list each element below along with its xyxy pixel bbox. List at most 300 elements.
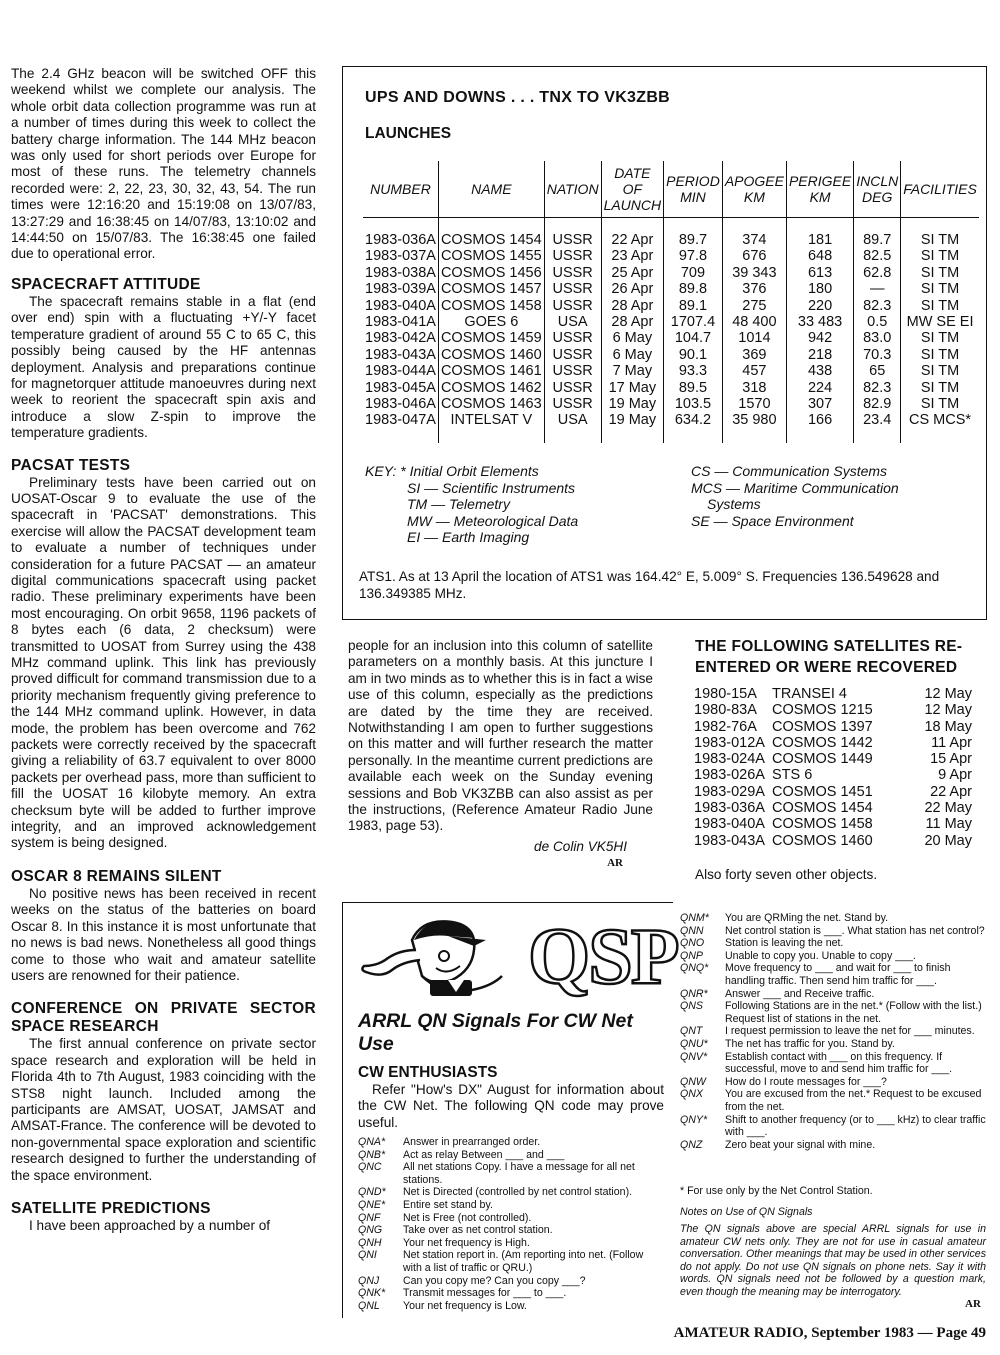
launch-cell: 369 bbox=[722, 347, 786, 363]
qn-code: QNG bbox=[358, 1224, 383, 1237]
launch-cell: SI TM bbox=[920, 281, 960, 298]
launch-cell: 1570 bbox=[722, 396, 786, 412]
launch-col-header: PERIGEE KM bbox=[786, 161, 853, 218]
launch-cell: COSMOS 1460 bbox=[438, 347, 544, 363]
table-row bbox=[694, 833, 972, 849]
launch-cell: CS MCS* bbox=[909, 412, 972, 429]
reentered-cell: 1983-043A bbox=[694, 832, 765, 849]
spacer-cell bbox=[438, 218, 544, 233]
heading-pacsat-tests: PACSAT TESTS bbox=[11, 456, 131, 474]
list-item bbox=[680, 925, 986, 938]
list-item bbox=[358, 1275, 664, 1288]
list-item bbox=[358, 1149, 664, 1162]
qsp-ar-mark: AR bbox=[965, 1298, 981, 1310]
launch-col-header: FACILITIES bbox=[901, 161, 979, 218]
reentered-table bbox=[694, 686, 972, 849]
launch-cell: USSR bbox=[544, 232, 601, 248]
cartoon-operator-icon bbox=[352, 910, 522, 1010]
ats1-note: ATS1. As at 13 April the location of ATS1 was 164.42° E, 5.009° S. Frequencies 136.549628 and 136.349385 MHz. bbox=[359, 569, 940, 601]
launch-cell: 1983-039A bbox=[363, 281, 438, 297]
qn-footnote: * For use only by the Net Control Station. bbox=[680, 1185, 873, 1197]
key-left bbox=[365, 463, 685, 546]
reentered-cell: COSMOS 1215 bbox=[772, 702, 873, 719]
reentered-cell: STS 6 bbox=[772, 767, 813, 784]
spacer-cell bbox=[363, 218, 438, 233]
launch-cell: 82.3 bbox=[854, 298, 901, 314]
spacer-cell bbox=[664, 218, 723, 233]
launch-cell: 1983-042A bbox=[363, 330, 438, 346]
reentered-cell: COSMOS 1451 bbox=[772, 783, 873, 800]
reentered-cell: 18 May bbox=[924, 718, 972, 735]
reentered-cell: 22 Apr bbox=[930, 783, 972, 800]
launch-cell: 1983-044A bbox=[363, 363, 438, 379]
qn-meaning: Act as relay Between ___ and ___ bbox=[403, 1148, 565, 1161]
launch-cell: 93.3 bbox=[664, 363, 723, 379]
launch-cell: 89.5 bbox=[664, 380, 723, 396]
qn-meaning: All net stations Copy. I have a message for all net stations. bbox=[403, 1161, 635, 1186]
launch-cell: 17 May bbox=[601, 380, 664, 396]
launch-cell: 23.4 bbox=[854, 412, 901, 428]
list-item bbox=[358, 1249, 664, 1274]
launch-cell: 82.3 bbox=[854, 380, 901, 396]
reentered-cell: 12 May bbox=[924, 686, 972, 702]
reentered-cell: 9 Apr bbox=[938, 767, 972, 784]
qn-code: QNK* bbox=[358, 1287, 386, 1300]
qn-meaning: How do I route messages for ___? bbox=[725, 1075, 887, 1088]
qn-code: QNF bbox=[358, 1211, 381, 1224]
qn-meaning: Your net frequency is High. bbox=[403, 1236, 530, 1249]
left-column bbox=[11, 66, 316, 1234]
qn-notes-text: The QN signals above are special ARRL signals for use in amateur CW nets only. They are not for use in casual amateur conversation. Other meanings that may be used in other services do not apply. Do not use QN signals on phone nets. Say it with words. QN signals need not be followed by a question mark, even though the meaning may be interrogatory. bbox=[680, 1223, 986, 1298]
conference-text: The first annual conference on private sector space research and exploration will be held in Florida 4th to 7th August, 1983 coinciding with the STS8 night launch. Included among the participants are AMSAT, UOSAT, JAMSAT and AMSAT-France. The conference will be devoted to non-governmental space exploration and scientific research designed to further the understanding of the space environment. bbox=[11, 1036, 316, 1183]
intro-paragraph: The 2.4 GHz beacon will be switched OFF this weekend whilst we complete our analysis. The whole orbit data collection programme was run at a number of times during this week to collect the battery charge information. The 144 MHz beacon was only used for short periods over Europe for most of these runs. The telemetry channels recorded were: 2, 22, 23, 30, 32, 43, 54. The run times were 12:16:20 and 15:19:08 on 13/07/83, 13:27:29 and 16:38:45 on 14/07/83, 13:10:02 and 14:44:50 on 15/07/83. The 16:38:45 one failed due to operational error. bbox=[11, 66, 316, 262]
launch-cell: 1983-047A bbox=[363, 412, 438, 428]
spacer-cell bbox=[601, 429, 664, 443]
qn-meaning: I request permission to leave the net for ___ minutes. bbox=[725, 1025, 975, 1038]
reentered-cell: COSMOS 1397 bbox=[772, 718, 873, 735]
predictions-continued-text: people for an inclusion into this column of satellite parameters on a monthly basis. At this juncture I am in two minds as to whether this is in fact a wise use of this column, especially as the predictions are dated by the time they are received. Notwithstanding I am open to further suggestions on this matter and will further research the matter personally. In the meantime current predictions are available each week on the Sunday evening sessions and Bob VK3ZBB can also assist as per the instructions, (Reference Amateur Radio June 1983, page 53). bbox=[348, 638, 654, 834]
qn-meaning: Station is leaving the net. bbox=[725, 937, 844, 950]
qn-code: QNW bbox=[680, 1075, 706, 1088]
list-item bbox=[358, 1237, 664, 1250]
list-item bbox=[680, 1088, 986, 1113]
launch-cell: 89.1 bbox=[664, 298, 723, 314]
qn-notes-title: Notes on Use of QN Signals bbox=[680, 1206, 813, 1218]
key-line: SE — Space Environment bbox=[691, 512, 854, 529]
key-right bbox=[691, 463, 981, 529]
launch-cell: COSMOS 1463 bbox=[438, 396, 544, 412]
qn-meaning: Net is Directed (controlled by net control station). bbox=[403, 1186, 633, 1199]
list-item bbox=[680, 1051, 986, 1076]
qn-meaning: Zero beat your signal with mine. bbox=[725, 1138, 876, 1151]
heading-spacecraft-attitude: SPACECRAFT ATTITUDE bbox=[11, 275, 201, 293]
qn-code: QNV* bbox=[680, 1050, 708, 1063]
launch-cell: 39 343 bbox=[722, 265, 786, 281]
launch-cell: USSR bbox=[544, 248, 601, 264]
list-item bbox=[358, 1212, 664, 1225]
qn-code: QNU* bbox=[680, 1037, 708, 1050]
qn-code: QNC bbox=[358, 1161, 382, 1174]
reentered-cell: 1982-76A bbox=[694, 718, 757, 735]
qn-meaning: Following Stations are in the net.* (Follow with the list.) Request list of stations in the net. bbox=[725, 1000, 982, 1025]
qn-code: QNR* bbox=[680, 987, 708, 1000]
launch-cell: 19 May bbox=[601, 396, 664, 412]
launch-cell: USSR bbox=[544, 380, 601, 396]
launch-cell: USSR bbox=[544, 396, 601, 412]
spacer-cell bbox=[901, 429, 979, 443]
table-spacer bbox=[363, 218, 979, 233]
table-row bbox=[694, 784, 972, 800]
launch-cell: 1983-036A bbox=[363, 232, 438, 248]
launch-col-header: DATE OF LAUNCH bbox=[601, 161, 664, 218]
launch-cell: 648 bbox=[786, 248, 853, 264]
reentered-cell: 22 May bbox=[924, 800, 972, 817]
launch-cell: 22 Apr bbox=[601, 232, 664, 248]
table-row bbox=[363, 248, 979, 264]
launch-cell: 1983-037A bbox=[363, 248, 438, 264]
table-row bbox=[694, 719, 972, 735]
table-row bbox=[363, 265, 979, 281]
list-item bbox=[680, 1076, 986, 1089]
launch-cell: USSR bbox=[544, 281, 601, 297]
reentered-cell: COSMOS 1460 bbox=[772, 832, 873, 849]
list-item bbox=[680, 962, 986, 987]
qn-meaning: Answer in prearranged order. bbox=[403, 1136, 541, 1148]
launch-col-header: PERIOD MIN bbox=[664, 161, 723, 218]
key-line: TM — Telemetry bbox=[407, 496, 510, 513]
launch-cell: 613 bbox=[786, 265, 853, 281]
launch-cell: 65 bbox=[854, 363, 901, 379]
list-item bbox=[358, 1199, 664, 1212]
qn-code: QND* bbox=[358, 1186, 386, 1199]
list-item bbox=[358, 1224, 664, 1237]
launch-cell: 82.5 bbox=[854, 248, 901, 264]
qn-meaning: Entire set stand by. bbox=[403, 1198, 493, 1211]
list-item bbox=[680, 988, 986, 1001]
list-item bbox=[680, 950, 986, 963]
launch-cell: USSR bbox=[544, 298, 601, 314]
launch-cell: 89.7 bbox=[854, 232, 901, 248]
launch-cell: 62.8 bbox=[854, 265, 901, 281]
launch-cell: 1983-045A bbox=[363, 380, 438, 396]
reentered-cell: 15 Apr bbox=[930, 751, 972, 768]
qn-meaning: Move frequency to ___ and wait for ___ to finish handling traffic. Then send him traffic for ___. bbox=[725, 962, 951, 987]
qn-code: QNA* bbox=[358, 1136, 386, 1148]
launch-cell: 28 Apr bbox=[601, 314, 664, 330]
table-row bbox=[694, 735, 972, 751]
reentered-cell: 1983-026A bbox=[694, 767, 765, 784]
launch-cell: 82.9 bbox=[854, 396, 901, 412]
qn-code: QNT bbox=[680, 1025, 703, 1038]
spacecraft-attitude-text: The spacecraft remains stable in a flat (end over end) spin with a fluctuating +Y/-Y facet temperature gradient of around 55 C to 65 C, this possibly being caused by the HF antennas deployment. Analysis and preparations continue for magnetorquer attitude manoeuvres during next week to reorient the spacecraft spin axis and introduce a slow Z-spin to improve the temperature gradients. bbox=[11, 293, 316, 441]
qn-code: QNM* bbox=[680, 912, 709, 924]
list-item bbox=[680, 1025, 986, 1038]
spacer-cell bbox=[363, 429, 438, 443]
launch-cell: USSR bbox=[544, 347, 601, 363]
launch-cell: USA bbox=[544, 314, 601, 330]
list-item bbox=[680, 1114, 986, 1139]
launch-cell: COSMOS 1461 bbox=[438, 363, 544, 379]
launch-cell: 709 bbox=[664, 265, 723, 281]
qn-meaning: Answer ___ and Receive traffic. bbox=[725, 987, 875, 1000]
launches-table bbox=[363, 161, 979, 443]
table-row bbox=[694, 816, 972, 832]
launch-cell: 103.5 bbox=[664, 396, 723, 412]
reentered-footer: Also forty seven other objects. bbox=[695, 867, 878, 882]
satellite-predictions-text: I have been approached by a number of bbox=[29, 1217, 271, 1233]
qn-code: QNL bbox=[358, 1299, 380, 1312]
reentered-cell: COSMOS 1449 bbox=[772, 751, 873, 768]
table-row bbox=[363, 314, 979, 330]
launch-cell: 6 May bbox=[601, 347, 664, 363]
qn-code: QNJ bbox=[358, 1274, 380, 1287]
launch-cell: 7 May bbox=[601, 363, 664, 379]
launch-cell: 218 bbox=[786, 347, 853, 363]
launch-cell: 1983-043A bbox=[363, 347, 438, 363]
launch-cell: COSMOS 1454 bbox=[438, 232, 544, 248]
key-line: KEY: * Initial Orbit Elements bbox=[365, 463, 539, 479]
launch-cell: 1983-046A bbox=[363, 396, 438, 412]
table-spacer bbox=[363, 429, 979, 443]
qn-code: QNX bbox=[680, 1088, 703, 1101]
list-item bbox=[358, 1161, 664, 1186]
table-row bbox=[363, 281, 979, 297]
qn-meaning: You are QRMing the net. Stand by. bbox=[725, 912, 889, 924]
table-row bbox=[363, 232, 979, 248]
launch-cell: 23 Apr bbox=[601, 248, 664, 264]
launch-cell: 438 bbox=[786, 363, 853, 379]
qn-code: QNH bbox=[358, 1236, 382, 1249]
launches-box bbox=[342, 66, 987, 620]
spacer-cell bbox=[901, 218, 979, 233]
launch-cell: SI TM bbox=[920, 264, 960, 281]
launch-cell: 220 bbox=[786, 298, 853, 314]
launch-cell: COSMOS 1456 bbox=[438, 265, 544, 281]
qn-code: QNB* bbox=[358, 1148, 386, 1161]
qn-codes-left bbox=[358, 1136, 664, 1312]
list-item bbox=[358, 1300, 664, 1313]
launch-cell: COSMOS 1458 bbox=[438, 298, 544, 314]
spacer-cell bbox=[786, 218, 853, 233]
launch-cell: GOES 6 bbox=[438, 314, 544, 330]
launch-cell: 181 bbox=[786, 232, 853, 248]
launch-cell: SI TM bbox=[920, 232, 960, 248]
launch-cell: 224 bbox=[786, 380, 853, 396]
key-line: SI — Scientific Instruments bbox=[407, 479, 576, 496]
launch-cell: 97.8 bbox=[664, 248, 723, 264]
launch-cell: COSMOS 1457 bbox=[438, 281, 544, 297]
launch-cell: 676 bbox=[722, 248, 786, 264]
predictions-continued bbox=[348, 638, 653, 872]
key-line: MCS — Maritime Communication bbox=[691, 479, 899, 496]
reentered-cell: COSMOS 1442 bbox=[772, 734, 873, 751]
table-row bbox=[363, 330, 979, 346]
launch-cell: USSR bbox=[544, 265, 601, 281]
reentered-cell: 1983-040A bbox=[694, 816, 765, 833]
launch-cell: 374 bbox=[722, 232, 786, 248]
reentered-cell: 1980-83A bbox=[694, 702, 757, 719]
launch-cell: SI TM bbox=[920, 297, 960, 314]
heading-conference: CONFERENCE ON PRIVATE SECTOR SPACE RESEARCH bbox=[11, 1000, 316, 1036]
launch-col-header: INCLN DEG bbox=[854, 161, 901, 218]
launch-cell: 25 Apr bbox=[601, 265, 664, 281]
list-item bbox=[680, 912, 986, 925]
launch-cell: 6 May bbox=[601, 330, 664, 346]
launch-cell: 166 bbox=[786, 412, 853, 428]
launch-cell: 35 980 bbox=[722, 412, 786, 428]
pacsat-tests-text: Preliminary tests have been carried out on UOSAT-Oscar 9 to evaluate the use of the spacecraft in 'PACSAT' demonstrations. This exercise will allow the PACSAT development team to evaluate a number of techniques under consideration for a future PACSAT — an amateur digital communications spacecraft using packet radio. These preliminary experiments have been most encouraging. On orbit 9658, 1196 packets of 8 bytes each (6 data, 2 checksum) were transmitted to UOSAT from Surrey using the 438 MHz command uplink. This link has previously proved difficult for command transmission due to a priority mechanism frequently giving preference to the 144 MHz command uplink. However, in data mode, the problem has been overcome and 762 packets were correctly received by the spacecraft giving a reliability of 63.7 equivalent to over 8000 packets per overhead pass, more than sufficient to fill the UOSAT 16 kilobyte memory. An extra checksum byte will be added to further improve integrity, and an improved acknowledgement system is being designed. bbox=[11, 474, 316, 851]
launch-cell: 1983-038A bbox=[363, 265, 438, 281]
table-row bbox=[363, 298, 979, 314]
launch-cell: SI TM bbox=[920, 248, 960, 265]
table-row bbox=[363, 396, 979, 412]
reentered-cell: 1983-012A bbox=[694, 734, 765, 751]
reentered-cell: 12 May bbox=[924, 702, 972, 719]
spacer-cell bbox=[438, 429, 544, 443]
launch-cell: 376 bbox=[722, 281, 786, 297]
qn-codes-right bbox=[680, 912, 986, 1151]
launch-cell: MW SE EI bbox=[906, 314, 974, 331]
launch-col-header: NAME bbox=[438, 161, 544, 218]
author-signature: de Colin VK5HI bbox=[534, 838, 627, 854]
ar-mark: AR bbox=[607, 857, 623, 870]
qn-meaning: Shift to another frequency (or to ___ kHz) to clear traffic with ___. bbox=[725, 1113, 986, 1139]
launch-col-header: NATION bbox=[544, 161, 601, 218]
qn-meaning: Net is Free (not controlled). bbox=[403, 1211, 532, 1224]
qn-meaning: Unable to copy you. Unable to copy ___. bbox=[725, 949, 916, 962]
launch-cell: 457 bbox=[722, 363, 786, 379]
spacer-cell bbox=[854, 218, 901, 233]
launch-cell: 0.5 bbox=[854, 314, 901, 330]
launch-cell: 26 Apr bbox=[601, 281, 664, 297]
reentered-cell: 11 May bbox=[925, 816, 972, 833]
table-row bbox=[694, 702, 972, 718]
qn-meaning: The net has traffic for you. Stand by. bbox=[725, 1037, 895, 1050]
spacer-cell bbox=[786, 429, 853, 443]
table-row bbox=[694, 800, 972, 816]
launch-cell: 70.3 bbox=[854, 347, 901, 363]
launch-cell: 942 bbox=[786, 330, 853, 346]
qn-meaning: Establish contact with ___ on this frequency. If successful, move to and send him traffic for ___. bbox=[725, 1050, 953, 1076]
launch-cell: 104.7 bbox=[664, 330, 723, 346]
launch-cell: INTELSAT V bbox=[438, 412, 544, 428]
qn-meaning: Transmit messages for ___ to ___. bbox=[403, 1287, 567, 1300]
spacer-cell bbox=[601, 218, 664, 233]
launch-cell: 48 400 bbox=[722, 314, 786, 330]
list-item bbox=[358, 1287, 664, 1300]
list-item bbox=[680, 937, 986, 950]
key-line: MW — Meteorological Data bbox=[407, 512, 579, 529]
list-item bbox=[680, 1139, 986, 1152]
spacer-cell bbox=[544, 429, 601, 443]
key-line: CS — Communication Systems bbox=[691, 463, 888, 479]
launch-cell: 1707.4 bbox=[664, 314, 723, 330]
heading-oscar-8: OSCAR 8 REMAINS SILENT bbox=[11, 867, 222, 885]
launches-subtitle: LAUNCHES bbox=[365, 125, 452, 142]
list-item bbox=[680, 1000, 986, 1025]
launch-cell: 180 bbox=[786, 281, 853, 297]
spacer-cell bbox=[854, 429, 901, 443]
spacer-cell bbox=[664, 429, 723, 443]
launch-cell: SI TM bbox=[920, 363, 960, 380]
table-row bbox=[694, 751, 972, 767]
key-line: EI — Earth Imaging bbox=[407, 529, 530, 546]
launch-cell: USSR bbox=[544, 330, 601, 346]
launch-cell: 275 bbox=[722, 298, 786, 314]
launch-cell: SI TM bbox=[920, 346, 960, 363]
launch-cell: 33 483 bbox=[786, 314, 853, 330]
reentered-cell: TRANSEI 4 bbox=[772, 686, 847, 702]
qsp-intro: Refer "How's DX" August for information about the CW Net. The following QN code may prove useful. bbox=[358, 1082, 664, 1130]
table-row bbox=[363, 347, 979, 363]
list-item bbox=[680, 1038, 986, 1051]
key-line: Systems bbox=[707, 496, 761, 513]
page-footer: AMATEUR RADIO, September 1983 — Page 49 bbox=[673, 1325, 986, 1341]
launch-cell: 634.2 bbox=[664, 412, 723, 428]
table-row bbox=[363, 412, 979, 428]
spacer-cell bbox=[722, 218, 786, 233]
table-row bbox=[694, 686, 972, 702]
spacer-cell bbox=[722, 429, 786, 443]
launch-cell: 89.7 bbox=[664, 232, 723, 248]
table-row bbox=[694, 767, 972, 783]
reentered-cell: 1980-15A bbox=[694, 686, 757, 702]
qn-meaning: You are excused from the net.* Request to be excused from the net. bbox=[725, 1088, 982, 1113]
qn-meaning: Net station report in. (Am reporting into net. (Follow with a list of traffic or QRU.) bbox=[403, 1249, 644, 1274]
ups-title: UPS AND DOWNS . . . TNX TO VK3ZBB bbox=[365, 89, 671, 106]
launch-cell: 318 bbox=[722, 380, 786, 396]
oscar-8-text: No positive news has been received in recent weeks on the status of the batteries on board Oscar 8. In this instance it is most unfortunate that no news is bad news. Nonetheless all good things come to those who wait and amateur satellite users are renowned for their patience. bbox=[11, 885, 316, 983]
table-row bbox=[363, 380, 979, 396]
qn-meaning: Can you copy me? Can you copy ___? bbox=[403, 1274, 586, 1287]
launch-cell: 83.0 bbox=[854, 330, 901, 346]
launch-cell: 1983-040A bbox=[363, 298, 438, 314]
launch-col-header: APOGEE KM bbox=[722, 161, 786, 218]
launch-cell: 1983-041A bbox=[363, 314, 438, 330]
reentered-cell: COSMOS 1454 bbox=[772, 800, 873, 817]
heading-satellite-predictions: SATELLITE PREDICTIONS bbox=[11, 1199, 211, 1217]
qn-meaning: Your net frequency is Low. bbox=[403, 1299, 527, 1312]
qn-meaning: Take over as net control station. bbox=[403, 1224, 553, 1237]
launch-col-header: NUMBER bbox=[363, 161, 438, 218]
reentered-cell: 11 Apr bbox=[931, 734, 972, 751]
reentered-cell: 20 May bbox=[924, 832, 972, 849]
qn-code: QNY* bbox=[680, 1113, 708, 1126]
launch-cell: 28 Apr bbox=[601, 298, 664, 314]
launch-cell: COSMOS 1455 bbox=[438, 248, 544, 264]
qn-code: QNE* bbox=[358, 1198, 386, 1211]
launch-cell: 90.1 bbox=[664, 347, 723, 363]
list-item bbox=[358, 1186, 664, 1199]
launch-cell: COSMOS 1462 bbox=[438, 380, 544, 396]
launch-cell: 307 bbox=[786, 396, 853, 412]
table-row bbox=[363, 363, 979, 379]
qsp-title: ARRL QN Signals For CW Net Use bbox=[358, 1010, 633, 1055]
launch-cell: USSR bbox=[544, 363, 601, 379]
qn-code: QNZ bbox=[680, 1138, 703, 1151]
qn-code: QNO bbox=[680, 937, 705, 950]
launch-cell: — bbox=[854, 281, 901, 297]
launch-cell: USA bbox=[544, 412, 601, 428]
cw-enthusiasts-heading: CW ENTHUSIASTS bbox=[358, 1064, 498, 1081]
reentered-cell: 1983-029A bbox=[694, 783, 765, 800]
launch-cell: 1014 bbox=[722, 330, 786, 346]
qsp-logo: QSP bbox=[528, 913, 678, 1001]
reentered-cell: 1983-024A bbox=[694, 751, 765, 768]
reentered-cell: COSMOS 1458 bbox=[772, 816, 873, 833]
list-item bbox=[358, 1136, 664, 1149]
launch-cell: COSMOS 1459 bbox=[438, 330, 544, 346]
